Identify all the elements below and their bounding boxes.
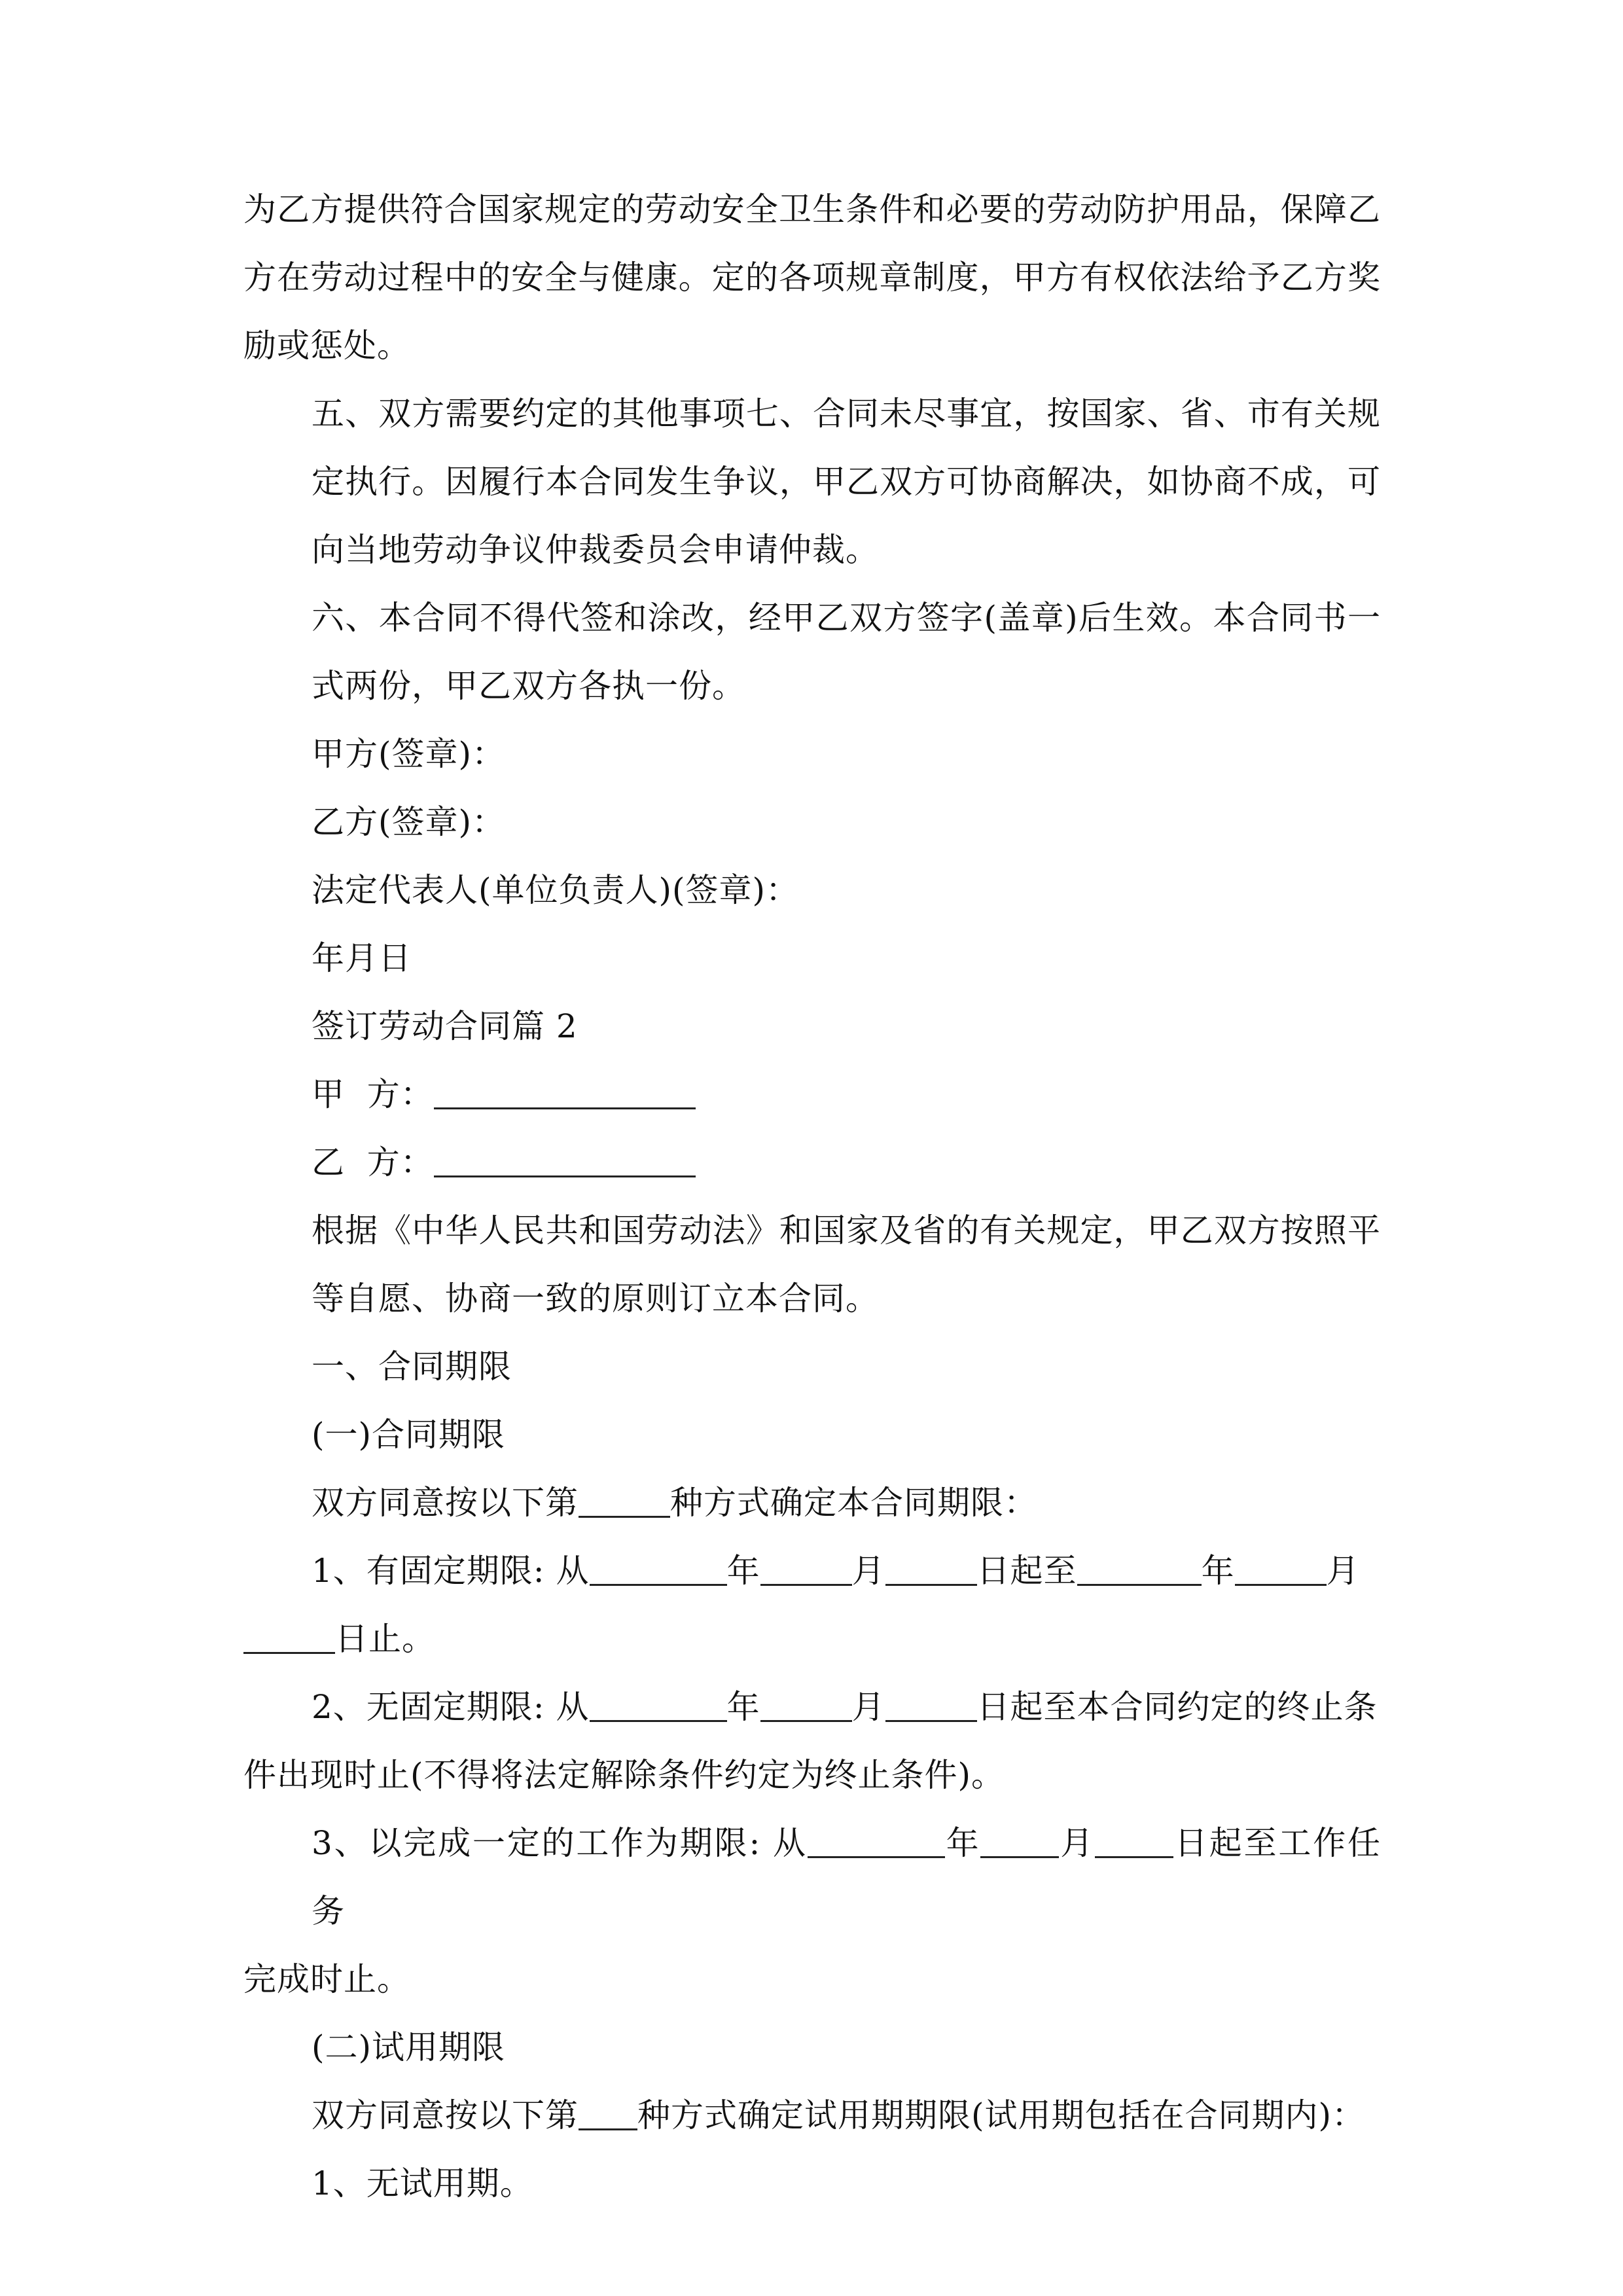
open-start-year-blank <box>590 1691 727 1722</box>
trial-choice-prefix: 双方同意按以下第 <box>312 2096 579 2134</box>
open-start-year-label: 年 <box>726 1688 760 1726</box>
term-choice-suffix: 种方式确定本合同期限： <box>670 1484 1037 1522</box>
subsection-trial-period: (二)试用期限 <box>312 2028 506 2066</box>
term-choice-blank <box>579 1487 670 1518</box>
fixed-start-year-label: 年 <box>726 1552 760 1590</box>
task-start-year-blank <box>808 1827 945 1858</box>
fixed-end-day-label: 日止。 <box>335 1620 435 1658</box>
task-term-line <box>243 1809 1381 1945</box>
fixed-term-end-line <box>243 1605 1381 1673</box>
fixed-start-month-blank <box>760 1555 852 1586</box>
open-start-month-label: 月 <box>851 1688 885 1726</box>
fixed-start-month-label: 月 <box>851 1552 885 1590</box>
trial-choice-line <box>243 2081 1381 2149</box>
paragraph-safety-conditions: 为乙方提供符合国家规定的劳动安全卫生条件和必要的劳动防护用品，保障乙方在劳动过程中的安全与健康。定的各项规章制度，甲方有权依法给予乙方奖励或惩处。 <box>243 190 1381 365</box>
task-start-day-blank <box>1095 1827 1173 1858</box>
task-start-year-label: 年 <box>944 1824 981 1862</box>
section-contract-term: 一、合同期限 <box>312 1348 512 1386</box>
trial-choice-suffix: 种方式确定试用期期限(试用期包括在合同期内)： <box>637 2096 1366 2134</box>
signature-party-a: 甲方(签章)： <box>312 735 506 773</box>
fixed-end-month-label: 月 <box>1326 1552 1360 1590</box>
open-term-tail: 日起至本合同约定的终止条 <box>976 1688 1378 1726</box>
term-choice-prefix: 双方同意按以下第 <box>312 1484 579 1522</box>
fixed-end-year-blank <box>1077 1555 1202 1586</box>
fixed-term-line <box>243 1537 1381 1605</box>
signature-date: 年月日 <box>312 939 412 977</box>
term-choice-line <box>243 1469 1381 1537</box>
party-a-blank <box>434 1079 696 1109</box>
task-term-label: 3、以完成一定的工作为期限: 从 <box>312 1824 808 1862</box>
party-b-line <box>243 1128 1381 1196</box>
fixed-start-day-blank <box>885 1555 977 1586</box>
party-a-line <box>243 1060 1381 1128</box>
paragraph-section-six: 六、本合同不得代签和涂改，经甲乙双方签字(盖章)后生效。本合同书一式两份，甲乙双方各执一份。 <box>312 599 1381 705</box>
document-body <box>243 175 1381 2217</box>
task-term-continuation: 完成时止。 <box>243 1960 410 1998</box>
trial-option-none: 1、无试用期。 <box>312 2164 533 2202</box>
signature-party-b: 乙方(签章)： <box>312 803 506 841</box>
party-b-blank <box>434 1147 696 1177</box>
fixed-term-label: 1、有固定期限: 从 <box>312 1552 590 1590</box>
fixed-end-month-blank <box>1235 1555 1327 1586</box>
open-start-day-blank <box>885 1691 977 1722</box>
party-b-label: 乙 方： <box>312 1143 434 1181</box>
task-start-month-blank <box>980 1827 1059 1858</box>
party-a-label: 甲 方： <box>312 1075 434 1113</box>
signature-legal-representative: 法定代表人(单位负责人)(签章)： <box>312 871 800 909</box>
paragraph-preamble: 根据《中华人民共和国劳动法》和国家及省的有关规定，甲乙双方按照平等自愿、协商一致的原则订立本合同。 <box>312 1211 1381 1318</box>
task-term-tail: 日起至工作任务 <box>312 1824 1382 1930</box>
open-term-line <box>243 1673 1381 1741</box>
open-start-month-blank <box>760 1691 852 1722</box>
task-start-month-label: 月 <box>1059 1824 1096 1862</box>
fixed-start-year-blank <box>590 1555 727 1586</box>
paragraph-section-five: 五、双方需要约定的其他事项七、合同未尽事宜，按国家、省、市有关规定执行。因履行本合同发生争议，甲乙双方可协商解决，如协商不成，可向当地劳动争议仲裁委员会申请仲裁。 <box>312 395 1381 569</box>
fixed-end-day-blank <box>243 1623 335 1654</box>
subsection-contract-term: (一)合同期限 <box>312 1416 506 1454</box>
open-term-label: 2、无固定期限: 从 <box>312 1688 590 1726</box>
section-heading-contract-2: 签订劳动合同篇 2 <box>312 1007 578 1045</box>
trial-choice-blank <box>579 2100 637 2130</box>
open-term-continuation: 件出现时止(不得将法定解除条件约定为终止条件)。 <box>243 1756 1005 1794</box>
fixed-start-day-label: 日起至 <box>976 1552 1077 1590</box>
fixed-end-year-label: 年 <box>1201 1552 1235 1590</box>
